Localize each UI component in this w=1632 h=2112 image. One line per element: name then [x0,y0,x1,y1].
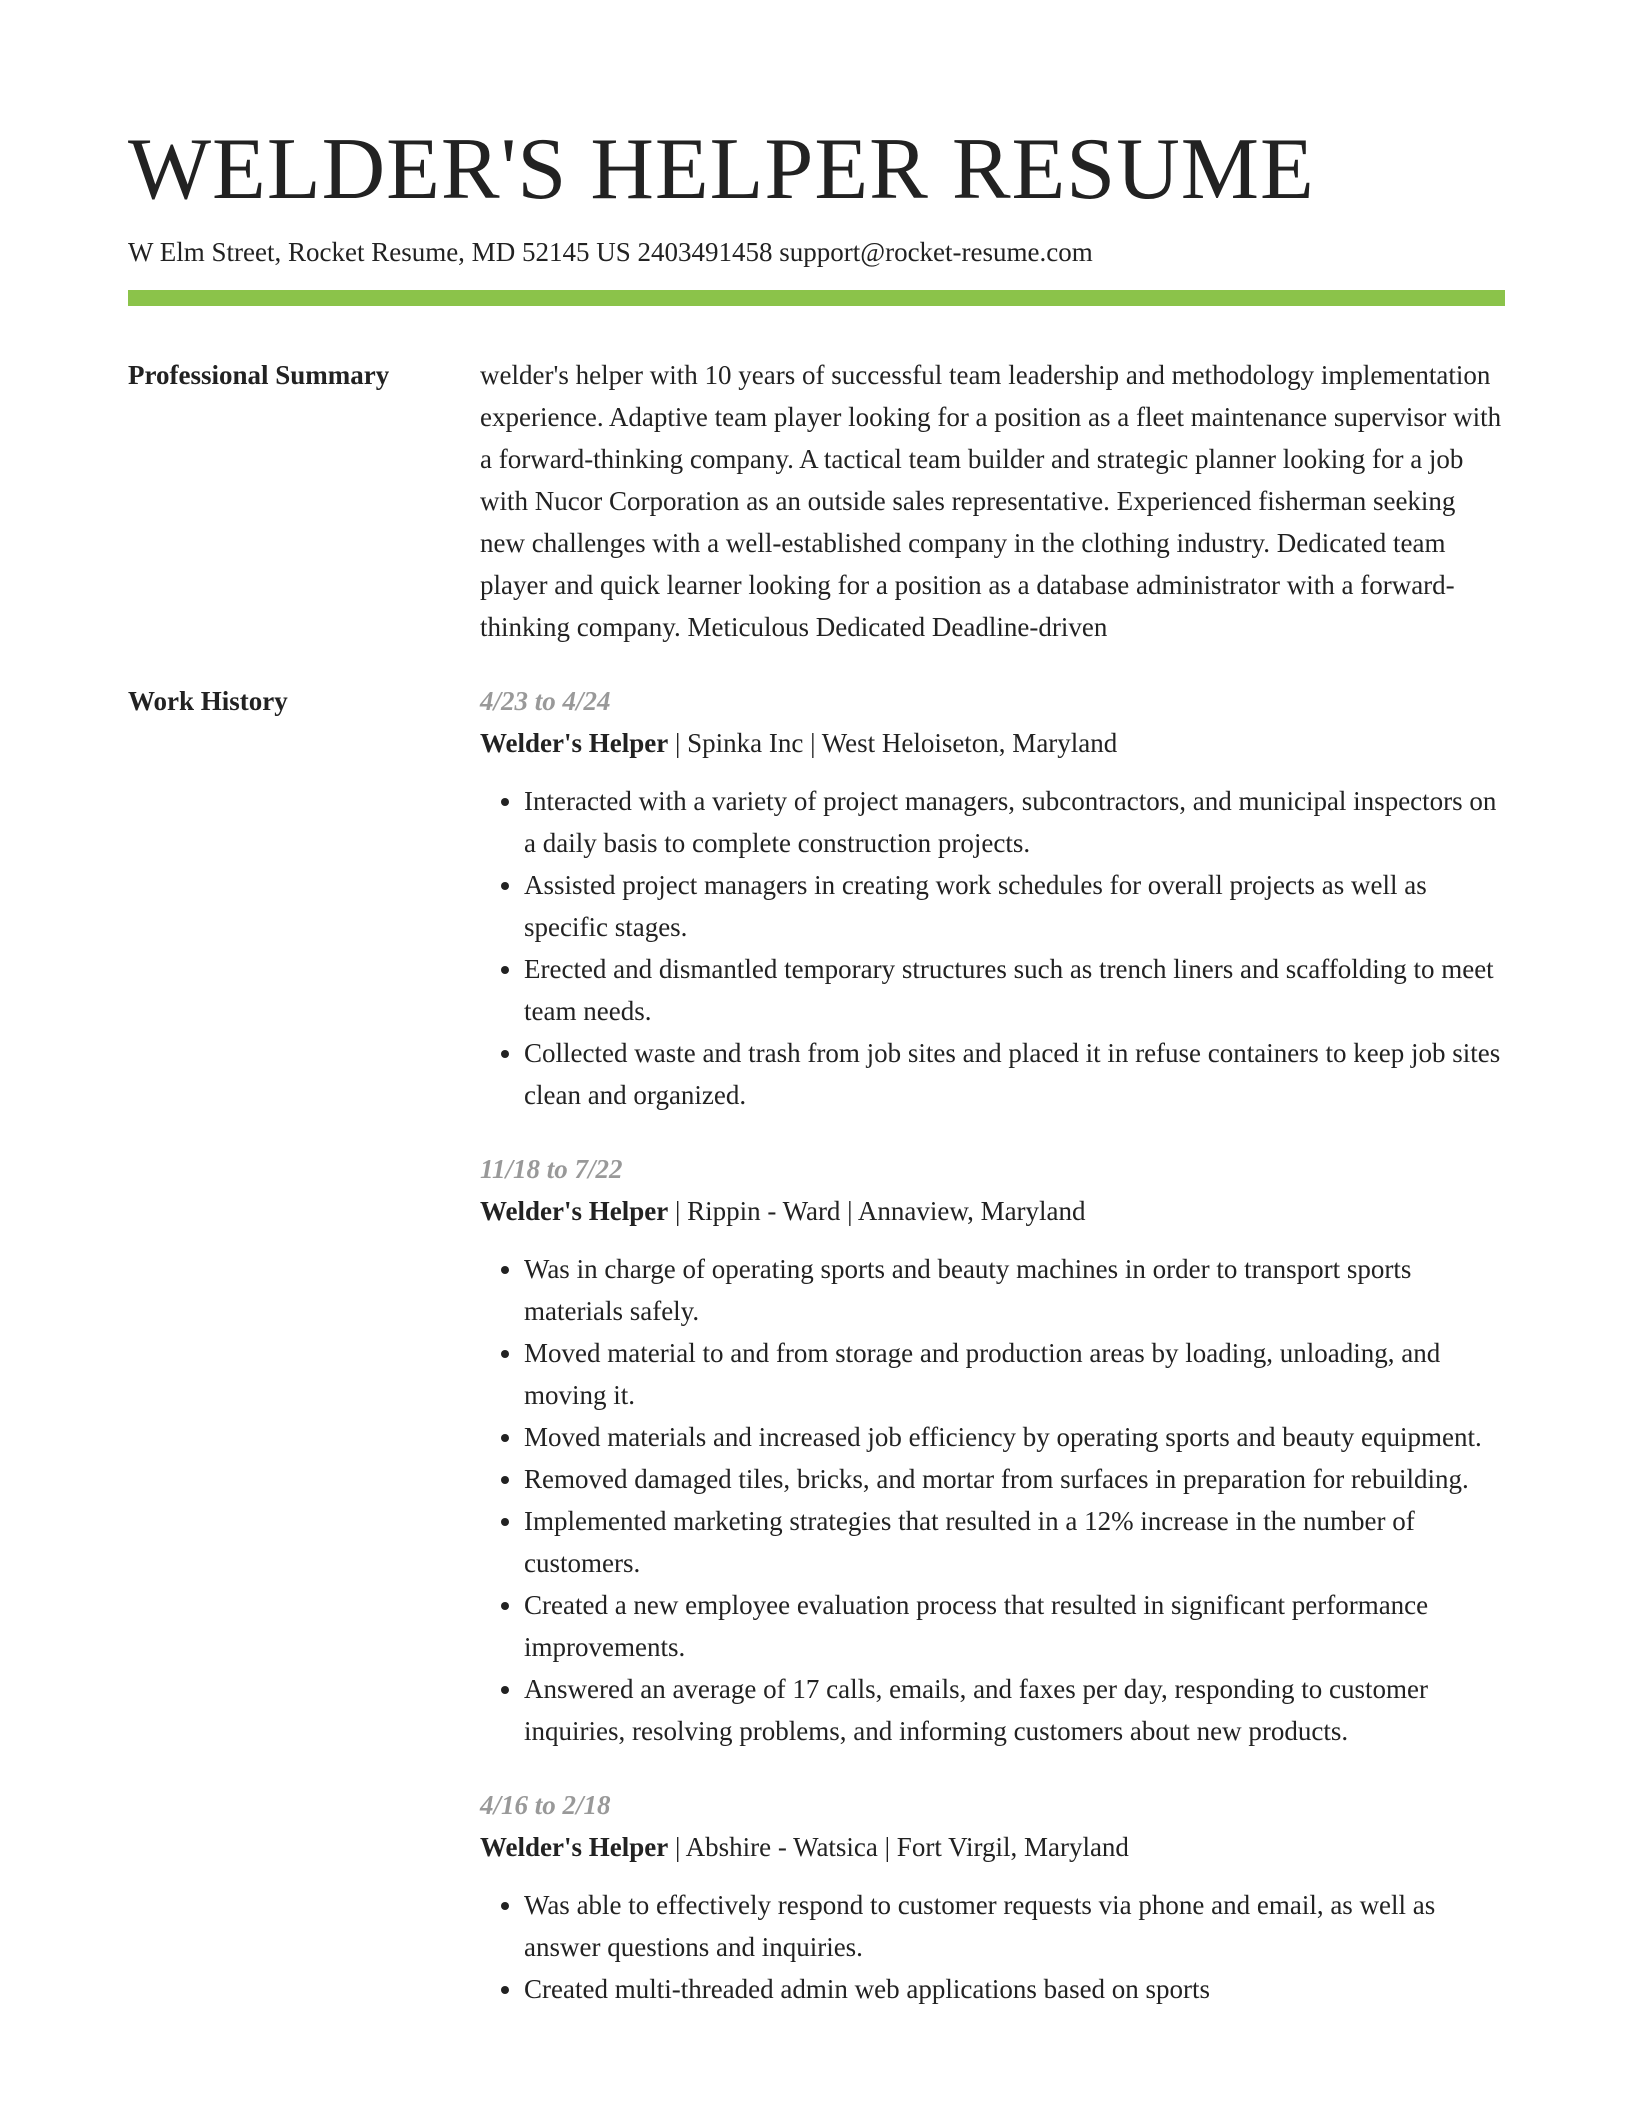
job-title: Welder's Helper [480,1832,669,1862]
contact-phone: 2403491458 [637,237,773,267]
accent-divider [128,290,1505,306]
summary-label: Professional Summary [128,360,390,390]
job-bullet: • Created multi-threaded admin web applications based on sports [524,1968,1505,2010]
contact-line [128,232,1505,272]
job-heading [480,722,1505,764]
job-bullet: • Answered an average of 17 calls, emails, and faxes per day, responding to customer inquiries, resolving problems, and informing customers about new products. [524,1668,1505,1752]
contact-email: support@rocket-resume.com [779,237,1093,267]
job-bullet: • Moved materials and increased job efficiency by operating sports and beauty equipment. [524,1416,1505,1458]
resume-page [128,0,1505,2042]
contact-address: W Elm Street, Rocket Resume, MD 52145 US [128,237,631,267]
work-history-label: Work History [128,686,288,716]
job-bullet-list [480,1884,1505,2010]
summary-body [480,354,1505,648]
job-bullet: • Collected waste and trash from job sites and placed it in refuse containers to keep job sites clean and organized. [524,1032,1505,1116]
job-employer-location: | Spinka Inc | West Heloiseton, Maryland [668,728,1118,758]
job-bullet-list [480,780,1505,1116]
work-history-list [480,680,1505,2042]
job-bullet: • Implemented marketing strategies that resulted in a 12% increase in the number of customers. [524,1500,1505,1584]
job-bullet: • Was in charge of operating sports and beauty machines in order to transport sports materials safely. [524,1248,1505,1332]
job-bullet-list [480,1248,1505,1752]
job-entry [480,680,1505,1116]
job-employer-location: | Abshire - Watsica | Fort Virgil, Maryland [668,1832,1129,1862]
job-bullet: • Was able to effectively respond to customer requests via phone and email, as well as answer questions and inquiries. [524,1884,1505,1968]
job-bullet: • Interacted with a variety of project managers, subcontractors, and municipal inspectors on a daily basis to complete construction projects. [524,780,1505,864]
summary-section [128,354,1505,648]
job-title: Welder's Helper [480,728,669,758]
summary-text: welder's helper with 10 years of successful team leadership and methodology implementation experience. Adaptive team player looking for a position as a fleet maintenance supervisor with a forward-thinking company. A tactical team builder and strategic planner looking for a job with Nucor Corporation as an outside sales representative. Experienced fisherman seeking new challenges with a well-established company in the clothing industry. Dedicated team player and quick learner looking for a position as a database administrator with a forward-thinking company. Meticulous Dedicated Deadline-driven [480,360,1502,642]
job-bullet: • Erected and dismantled temporary structures such as trench liners and scaffolding to meet team needs. [524,948,1505,1032]
job-heading [480,1190,1505,1232]
job-dates: 11/18 to 7/22 [480,1154,623,1184]
job-title: Welder's Helper [480,1196,669,1226]
job-bullet: • Moved material to and from storage and production areas by loading, unloading, and moving it. [524,1332,1505,1416]
job-dates: 4/16 to 2/18 [480,1790,611,1820]
resume-title: WELDER'S HELPER RESUME [128,121,1315,218]
job-heading [480,1826,1505,1868]
work-history-section [128,680,1505,2042]
job-employer-location: | Rippin - Ward | Annaview, Maryland [668,1196,1086,1226]
job-dates: 4/23 to 4/24 [480,686,611,716]
job-entry [480,1148,1505,1752]
job-bullet: • Created a new employee evaluation process that resulted in significant performance improvements. [524,1584,1505,1668]
job-bullet: • Removed damaged tiles, bricks, and mortar from surfaces in preparation for rebuilding. [524,1458,1505,1500]
job-bullet: • Assisted project managers in creating work schedules for overall projects as well as specific stages. [524,864,1505,948]
job-entry [480,1784,1505,2010]
